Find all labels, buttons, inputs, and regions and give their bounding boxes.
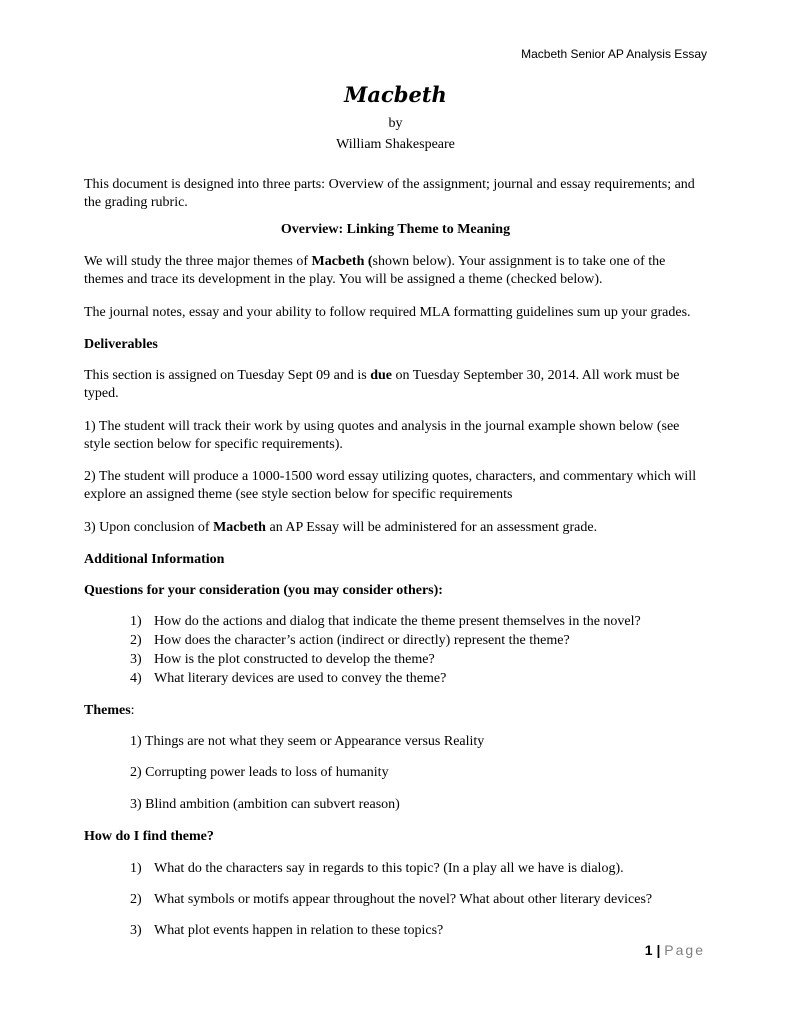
author: William Shakespeare xyxy=(336,137,455,152)
deliverable-item-3 xyxy=(84,519,708,537)
find-text: What plot events happen in relation to these topics? xyxy=(154,923,444,938)
deliverables-text: This section is assigned on Tuesday Sept 09 and is xyxy=(84,368,371,383)
document-title: Macbeth xyxy=(344,82,447,107)
question-item xyxy=(130,652,435,668)
find-number: 1) xyxy=(130,861,142,876)
deliverables-heading: Deliverables xyxy=(84,337,158,352)
deliverable-item-2: 2) The student will produce a 1000-1500 word essay utilizing quotes, characters, and commentary which will explore an assigned theme (see style section below for specific requirements xyxy=(84,469,697,502)
question-number: 1) xyxy=(130,614,142,629)
question-text: How is the plot constructed to develop the theme? xyxy=(154,652,435,667)
page-label: Page xyxy=(664,942,705,958)
page-separator: | xyxy=(656,942,661,958)
theme-item-2: 2) Corrupting power leads to loss of humanity xyxy=(130,765,389,780)
theme-item-1: 1) Things are not what they seem or Appearance versus Reality xyxy=(130,734,485,749)
additional-heading: Additional Information xyxy=(84,552,225,567)
themes-heading: Themes xyxy=(84,703,131,718)
find-item xyxy=(130,892,652,908)
themes-heading-line xyxy=(84,702,708,720)
question-text: What literary devices are used to convey the theme? xyxy=(154,671,447,686)
overview-p1-text: We will study the three major themes of xyxy=(84,254,312,269)
find-text: What do the characters say in regards to this topic? (In a play all we have is dialog). xyxy=(154,861,624,876)
overview-p1-bold: Macbeth ( xyxy=(311,254,373,269)
question-number: 3) xyxy=(130,652,142,667)
deliverables-text-2: on Tuesday September 30, 2014. All work must be typed. xyxy=(84,368,680,401)
find-number: 2) xyxy=(130,892,142,907)
question-number: 2) xyxy=(130,633,142,648)
overview-paragraph-1 xyxy=(84,253,708,289)
question-item xyxy=(130,633,570,649)
running-header: Macbeth Senior AP Analysis Essay xyxy=(521,47,707,61)
question-text: How do the actions and dialog that indicate the theme present themselves in the novel? xyxy=(154,614,641,629)
deliverable-item-1: 1) The student will track their work by using quotes and analysis in the journal example shown below (see style section below for specific requirements). xyxy=(84,419,680,452)
page-footer xyxy=(645,942,705,958)
item3-text-2: an AP Essay will be administered for an assessment grade. xyxy=(265,520,598,535)
deliverables-paragraph xyxy=(84,367,708,403)
overview-heading: Overview: Linking Theme to Meaning xyxy=(280,222,511,237)
question-text: How does the character’s action (indirect or directly) represent the theme? xyxy=(154,633,570,648)
find-text: What symbols or motifs appear throughout the novel? What about other literary devices? xyxy=(154,892,653,907)
intro-paragraph: This document is designed into three parts: Overview of the assignment; journal and essay requirements; and the grading rubric. xyxy=(84,177,695,210)
find-theme-heading: How do I find theme? xyxy=(84,829,214,844)
overview-p1-text-2: shown below). Your assignment is to take one of the themes and trace its development in the play. You will be assigned a theme (checked below). xyxy=(84,254,666,287)
question-number: 4) xyxy=(130,671,142,686)
due-bold: due xyxy=(370,368,393,383)
byline: by xyxy=(388,116,403,131)
find-item xyxy=(130,923,443,939)
find-number: 3) xyxy=(130,923,142,938)
questions-heading: Questions for your consideration (you may consider others): xyxy=(84,583,443,598)
themes-colon: : xyxy=(130,703,135,718)
overview-paragraph-2: The journal notes, essay and your ability to follow required MLA formatting guidelines sum up your grades. xyxy=(84,305,691,320)
item3-bold: Macbeth xyxy=(213,520,266,535)
question-item xyxy=(130,614,641,630)
question-item xyxy=(130,671,446,687)
find-item xyxy=(130,861,624,877)
theme-item-3: 3) Blind ambition (ambition can subvert reason) xyxy=(130,797,400,812)
page-number: 1 xyxy=(644,942,653,958)
item3-text: 3) Upon conclusion of xyxy=(84,520,214,535)
